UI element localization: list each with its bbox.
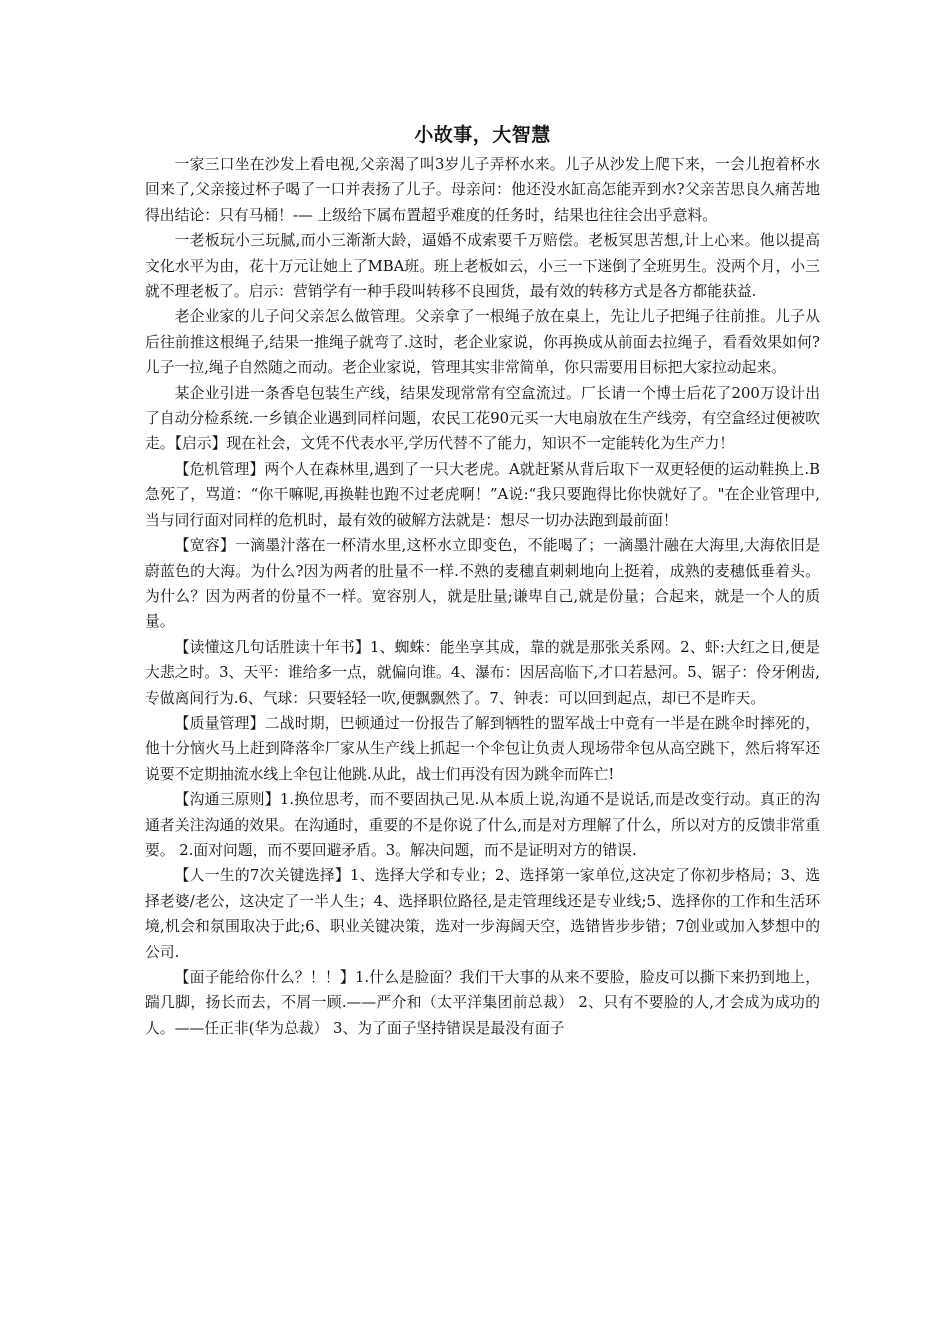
paragraph-water-cup-story: 一家三口坐在沙发上看电视,父亲渴了叫3岁儿子弄杯水来。儿子从沙发上爬下来，一会儿抱着杯水回来了,父亲接过杯子喝了一口并表扬了儿子。母亲问：他还没水缸高怎能弄到水?父亲苦思良久痛苦地得出结论：只有马桶！-— 上级给下属布置超乎难度的任务时，结果也往往会出乎意料。 bbox=[145, 156, 820, 224]
paragraph-soap-box-story: 某企业引进一条香皂包装生产线，结果发现常常有空盒流过。厂长请一个博士后花了200万设计出了自动分检系统.一乡镇企业遇到同样问题，农民工花90元买一大电扇放在生产线旁，有空盒经过便被吹走。【启示】现在社会，文凭不代表水平,学历代替不了能力，知识不一定能转化为生产力！ bbox=[145, 384, 820, 453]
document-title: 小故事，大智慧 bbox=[414, 124, 551, 146]
paragraph-quality-management: 【质量管理】二战时期，巴顿通过一份报告了解到牺牲的盟军战士中竟有一半是在跳伞时摔死的，他十分恼火马上赶到降落伞厂家从生产线上抓起一个伞包让负责人现场带伞包从高空跳下，然后将军还说要不定期抽流水线上伞包让他跳.从此，战士们再没有因为跳伞而阵亡! bbox=[145, 714, 820, 783]
paragraph-tolerance: 【宽容】一滴墨汁落在一杯清水里,这杯水立即变色，不能喝了；一滴墨汁融在大海里,大海依旧是蔚蓝色的大海。为什么?因为两者的肚量不一样.不熟的麦穗直刺刺地向上挺着，成熟的麦穗低垂着头。为什么？因为两者的份量不一样。宽容别人，就是肚量;谦卑自己,就是份量；合起来，就是一个人的质量。 bbox=[145, 537, 820, 631]
paragraph-sayings: 【读懂这几句话胜读十年书】1、蜘蛛：能坐享其成，靠的就是那张关系网。2、虾:大红之日,便是大悲之时。3、天平：谁给多一点，就偏向谁。4、瀑布：因居高临下,才口若悬河。5、锯子：伶牙俐齿,专做离间行为.6、气球：只要轻轻一吹,便飘飘然了。7、钟表：可以回到起点，却已不是昨天。 bbox=[145, 638, 820, 707]
paragraph-mba-story: 一老板玩小三玩腻,而小三渐渐大龄，逼婚不成索要千万赔偿。老板冥思苦想,计上心来。他以提高文化水平为由，花十万元让她上了MBA班。班上老板如云，小三一下迷倒了全班男生。没两个月，小三就不理老板了。启示：营销学有一种手段叫转移不良囤货，最有效的转移方式是各方都能获益. bbox=[145, 232, 820, 301]
document-body bbox=[145, 118, 820, 1041]
paragraph-rope-story: 老企业家的儿子问父亲怎么做管理。父亲拿了一根绳子放在桌上，先让儿子把绳子往前推。儿子从后往前推这根绳子,结果一推绳子就弯了.这时，老企业家说，你再换成从前面去拉绳子，看看效果如何?儿子一拉,绳子自然随之而动。老企业家说，管理其实非常简单，你只需要用目标把大家拉动起来。 bbox=[145, 308, 820, 377]
paragraph-crisis-management: 【危机管理】两个人在森林里,遇到了一只大老虎。A就赶紧从背后取下一双更轻便的运动鞋换上.B急死了，骂道：“你干嘛呢,再换鞋也跑不过老虎啊！”A说:“我只要跑得比你快就好了。"在企业管理中,当与同行面对同样的危机时，最有效的破解方法就是：想尽一切办法跑到最前面！ bbox=[145, 460, 820, 529]
paragraph-life-choices: 【人一生的7次关键选择】1、选择大学和专业；2、选择第一家单位,这决定了你初步格局；3、选择老婆/老公，这决定了一半人生；4、选择职位路径,是走管理线还是专业线;5、选择你的工作和生活环境,机会和氛围取决于此;6、职业关键决策，选对一步海阔天空，选错皆步步错；7创业或加入梦想中的公司. bbox=[145, 867, 820, 961]
paragraph-communication-principles: 【沟通三原则】1.换位思考，而不要固执己见.从本质上说,沟通不是说话,而是改变行动。真正的沟通者关注沟通的效果。在沟通时，重要的不是你说了什么,而是对方理解了什么，所以对方的反馈非常重要。 2.面对问题，而不要回避矛盾。3。解决问题，而不是证明对方的错误. bbox=[145, 791, 820, 859]
paragraph-face: 【面子能给你什么？！！】1.什么是脸面？我们干大事的从来不要脸，脸皮可以撕下来扔到地上，踹几脚，扬长而去，不屑一顾.——严介和（太平洋集团前总裁） 2、只有不要脸的人,才会成为成功的人。——任正非(华为总裁） 3、为了面子坚持错误是最没有面子 bbox=[145, 969, 820, 1037]
